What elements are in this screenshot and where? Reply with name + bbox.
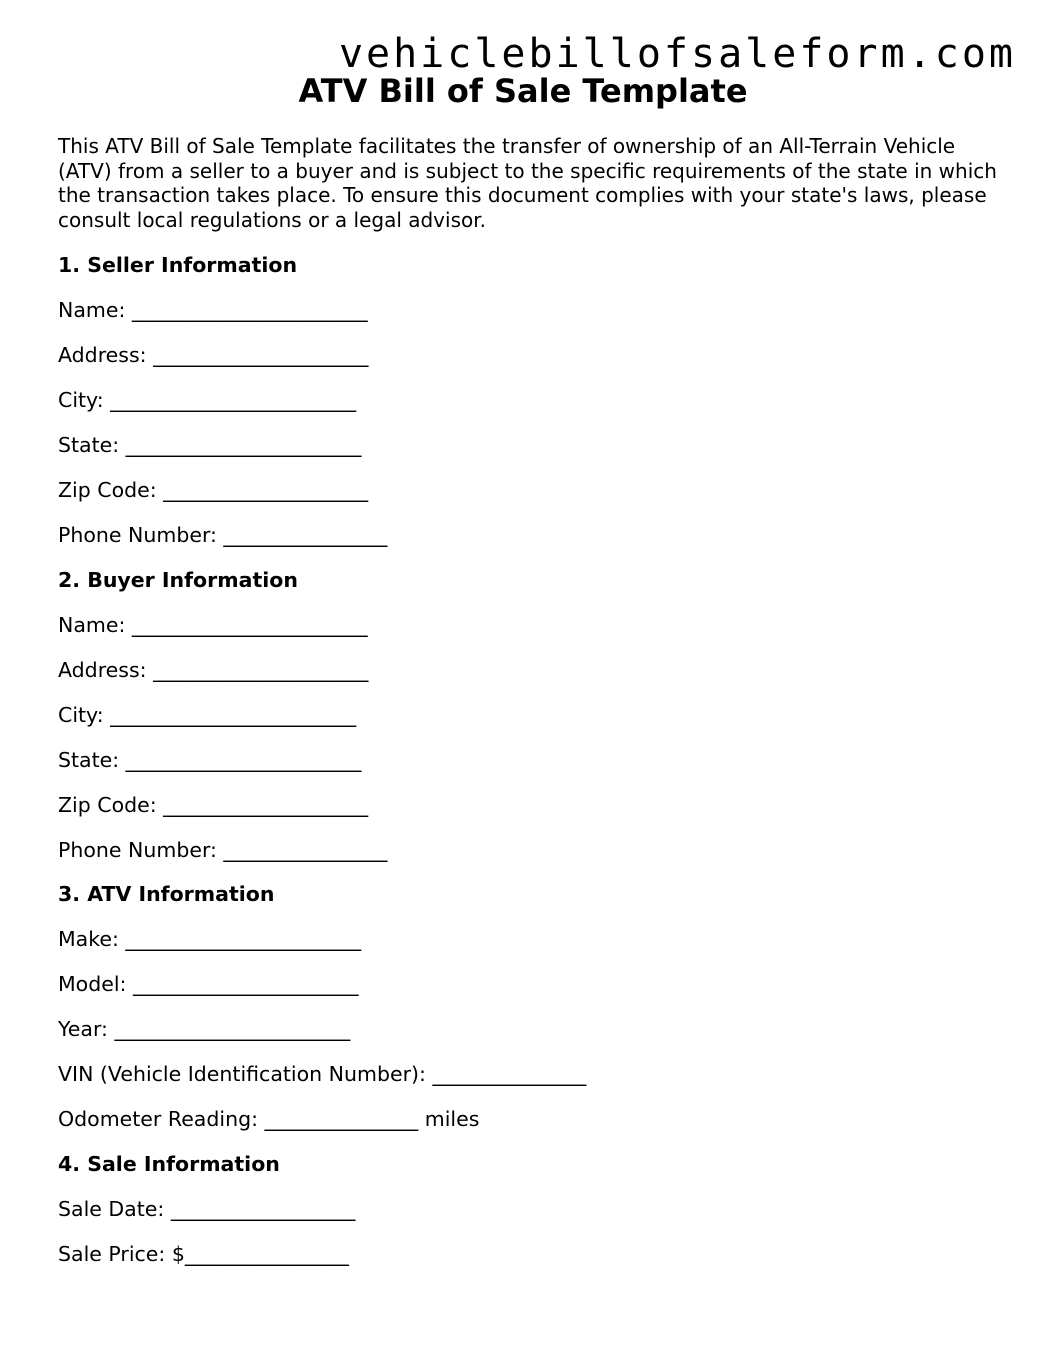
atv-vin-field[interactable]: VIN (Vehicle Identification Number): _______________	[58, 1062, 587, 1086]
buyer-city-field[interactable]: City: ________________________	[58, 703, 357, 727]
buyer-phone-field[interactable]: Phone Number: ________________	[58, 838, 388, 862]
buyer-state-field[interactable]: State: _______________________	[58, 748, 362, 772]
seller-zip-field[interactable]: Zip Code: ____________________	[58, 478, 369, 502]
buyer-address-field[interactable]: Address: _____________________	[58, 658, 369, 682]
intro-paragraph: This ATV Bill of Sale Template facilitates the transfer of ownership of an All-Terrain Vehicle (ATV) from a seller to a buyer and is subject to the specific requirements of the state in which the transaction takes place. To ensure this document complies with your state's laws, please consult local regulations or a legal advisor.	[58, 134, 997, 232]
sale-date-field[interactable]: Sale Date: __________________	[58, 1197, 356, 1221]
atv-year-field[interactable]: Year: _______________________	[58, 1017, 351, 1041]
seller-city-field[interactable]: City: ________________________	[58, 388, 357, 412]
seller-state-field[interactable]: State: _______________________	[58, 433, 362, 457]
atv-odometer-field[interactable]: Odometer Reading: _______________ miles	[58, 1107, 480, 1131]
site-watermark: vehiclebillofsaleform.com	[338, 31, 1016, 77]
sale-section-heading: 4. Sale Information	[58, 1152, 280, 1176]
buyer-section-heading: 2. Buyer Information	[58, 568, 298, 592]
sale-price-field[interactable]: Sale Price: $________________	[58, 1242, 349, 1266]
atv-make-field[interactable]: Make: _______________________	[58, 927, 362, 951]
seller-section-heading: 1. Seller Information	[58, 253, 298, 277]
seller-address-field[interactable]: Address: _____________________	[58, 343, 369, 367]
buyer-zip-field[interactable]: Zip Code: ____________________	[58, 793, 369, 817]
atv-model-field[interactable]: Model: ______________________	[58, 972, 359, 996]
seller-name-field[interactable]: Name: _______________________	[58, 298, 368, 322]
page-title: ATV Bill of Sale Template	[298, 72, 748, 110]
seller-phone-field[interactable]: Phone Number: ________________	[58, 523, 388, 547]
buyer-name-field[interactable]: Name: _______________________	[58, 613, 368, 637]
atv-section-heading: 3. ATV Information	[58, 882, 275, 906]
